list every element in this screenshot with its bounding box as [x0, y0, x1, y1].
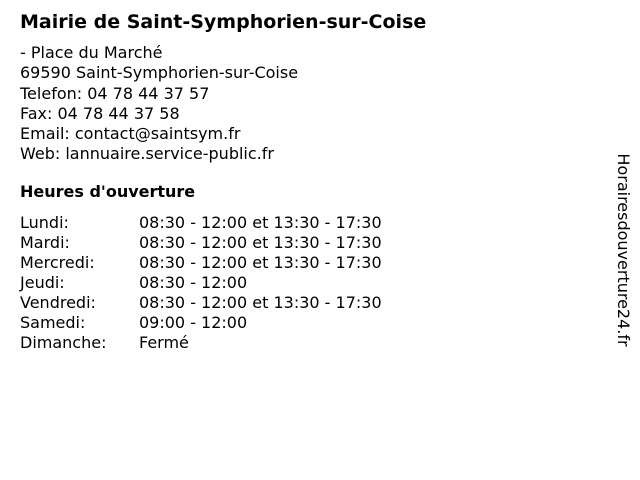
day-label: Samedi: [20, 313, 86, 333]
time-value: 09:00 - 12:00 [139, 313, 248, 333]
hours-row-friday [20, 293, 600, 313]
email-line: Email: contact@saintsym.fr [20, 124, 241, 144]
day-label: Lundi: [20, 212, 69, 232]
time-value: 08:30 - 12:00 et 13:30 - 17:30 [139, 252, 382, 272]
day-label: Jeudi: [20, 273, 65, 293]
day-label: Mercredi: [20, 252, 95, 272]
site-watermark: Horairesdouverture24.fr [614, 153, 633, 347]
hours-row-thursday [20, 273, 600, 293]
time-value: 08:30 - 12:00 et 13:30 - 17:30 [139, 293, 382, 313]
hours-row-tuesday [20, 233, 600, 253]
time-value: 08:30 - 12:00 [139, 273, 248, 293]
hours-row-sunday [20, 333, 600, 353]
contact-block [20, 43, 600, 165]
hours-row-saturday [20, 313, 600, 333]
hours-row-monday [20, 213, 600, 233]
mairie-info-card [20, 9, 600, 353]
address-street: - Place du Marché [20, 43, 163, 62]
hours-heading: Heures d'ouverture [20, 181, 196, 201]
hours-row-wednesday [20, 253, 600, 273]
time-value: Fermé [139, 333, 189, 353]
hours-table [20, 213, 600, 354]
time-value: 08:30 - 12:00 et 13:30 - 17:30 [139, 212, 382, 232]
address-city: 69590 Saint-Symphorien-sur-Coise [20, 63, 299, 83]
fax-line: Fax: 04 78 44 37 58 [20, 103, 180, 123]
day-label: Vendredi: [20, 293, 96, 313]
phone-line: Telefon: 04 78 44 37 57 [20, 83, 210, 103]
day-label: Dimanche: [20, 333, 107, 353]
day-label: Mardi: [20, 232, 70, 252]
time-value: 08:30 - 12:00 et 13:30 - 17:30 [139, 232, 382, 252]
page-title: Mairie de Saint-Symphorien-sur-Coise [20, 11, 427, 33]
web-line: Web: lannuaire.service-public.fr [20, 144, 274, 164]
